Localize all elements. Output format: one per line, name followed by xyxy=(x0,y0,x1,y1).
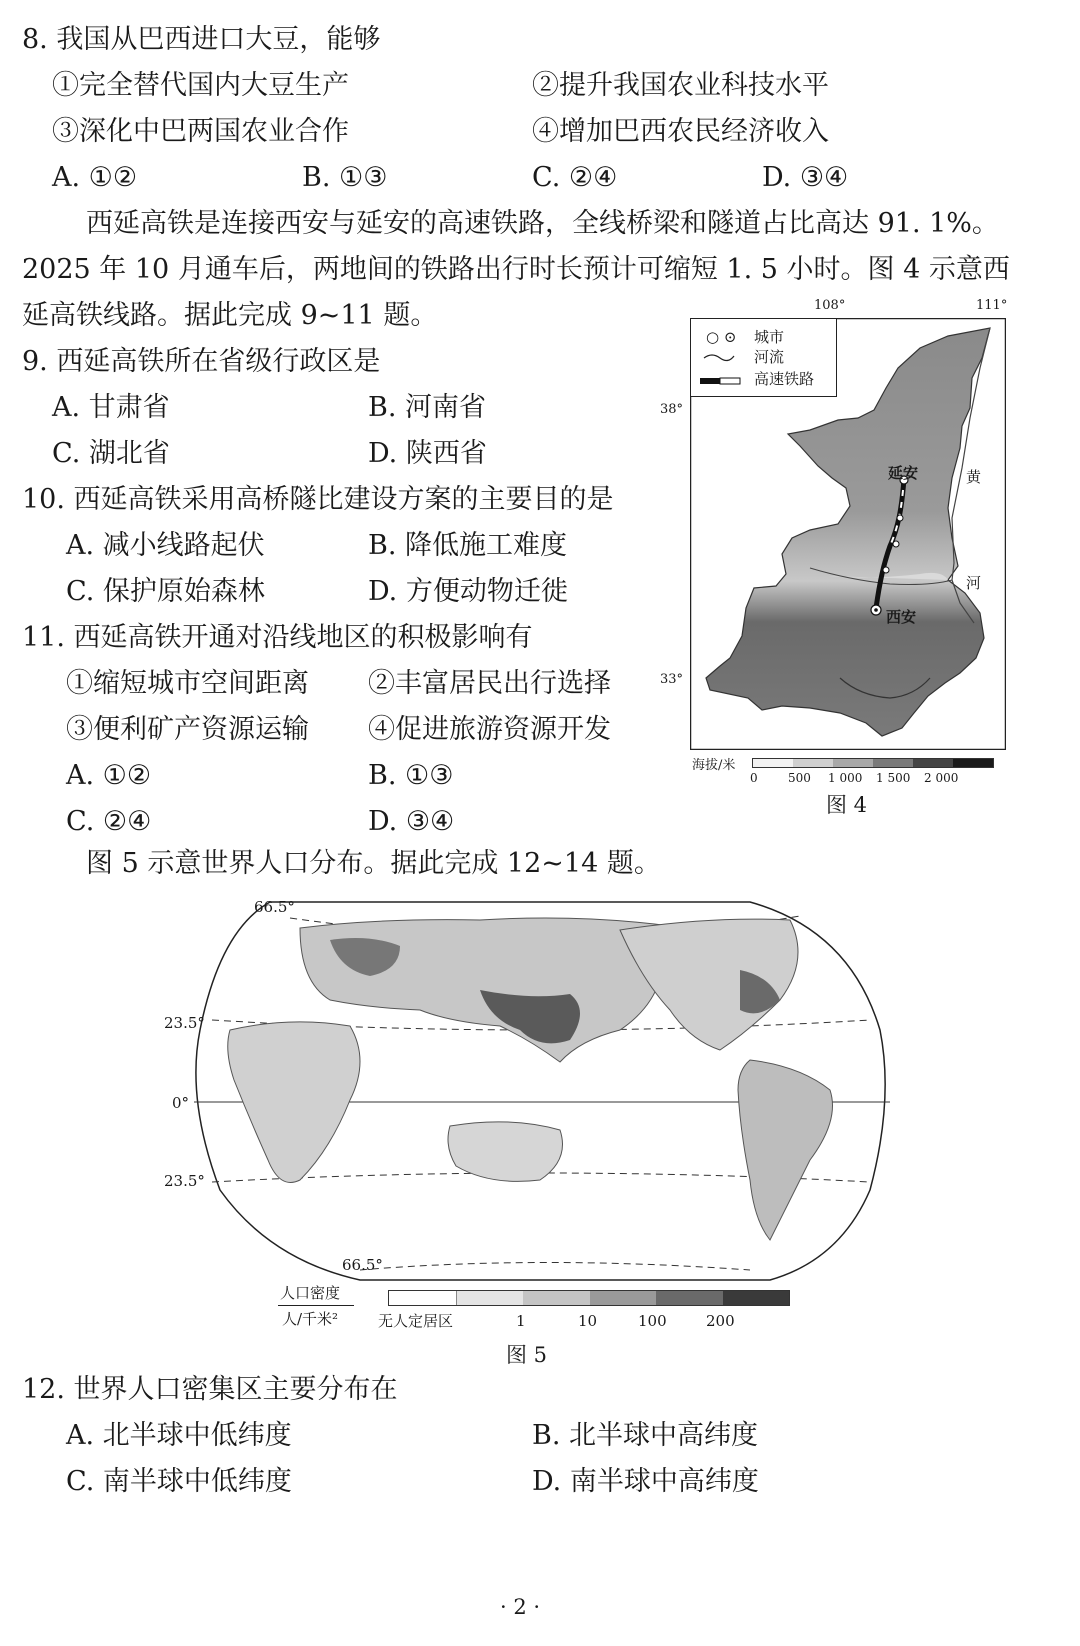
city-marker xyxy=(893,541,899,547)
city-marker xyxy=(883,567,889,573)
q11-choice-b[interactable]: B. ①③ xyxy=(368,760,454,791)
q11-choice-a[interactable]: A. ①② xyxy=(66,760,152,791)
q8-choice-b[interactable]: B. ①③ xyxy=(302,162,388,193)
q9-stem: 9. 西延高铁所在省级行政区是 xyxy=(22,346,381,377)
density-legend-title: 人口密度 xyxy=(280,1284,341,1302)
q12-choice-c[interactable]: C. 南半球中低纬度 xyxy=(66,1466,292,1497)
density-legend-divider xyxy=(278,1305,354,1306)
label-he: 河 xyxy=(966,574,982,592)
city-xian-dot xyxy=(874,608,878,612)
fig5-lat-23n: 23.5° xyxy=(164,1014,205,1032)
q11-choice-c[interactable]: C. ②④ xyxy=(66,806,152,837)
legend-railway-symbol-light xyxy=(720,378,740,384)
legend-railway-label: 高速铁路 xyxy=(754,370,815,388)
q12-choice-b[interactable]: B. 北半球中高纬度 xyxy=(532,1420,759,1451)
fig5-lat-66s: 66.5° xyxy=(342,1256,383,1274)
density-tick-none: 无人定居区 xyxy=(378,1312,454,1330)
q11-item-1: ①缩短城市空间距离 xyxy=(66,668,309,699)
q8-item-4: ④增加巴西农民经济收入 xyxy=(532,116,829,147)
q12-choice-a[interactable]: A. 北半球中低纬度 xyxy=(66,1420,292,1451)
q11-item-2: ②丰富居民出行选择 xyxy=(368,668,611,699)
fig4-caption: 图 4 xyxy=(826,793,868,817)
legend-river-label: 河流 xyxy=(754,348,785,366)
q10-choice-b[interactable]: B. 降低施工难度 xyxy=(368,530,568,561)
q9-choice-d[interactable]: D. 陕西省 xyxy=(368,438,487,469)
passage2: 图 5 示意世界人口分布。据此完成 12~14 题。 xyxy=(86,848,661,879)
label-yanan: 延安 xyxy=(888,464,919,482)
fig4-lat-38: 38° xyxy=(660,402,684,417)
fig4-lat-33: 33° xyxy=(660,672,684,687)
density-legend-unit: 人/千米² xyxy=(282,1310,339,1328)
fig5-map xyxy=(150,890,930,1290)
elev-tick-500: 500 xyxy=(788,771,811,785)
q10-stem: 10. 西延高铁采用高桥隧比建设方案的主要目的是 xyxy=(22,484,614,515)
legend-city-symbol: ○ ⊙ xyxy=(706,328,737,346)
elev-scale-bar xyxy=(752,758,994,768)
q11-item-4: ④促进旅游资源开发 xyxy=(368,714,611,745)
q9-choice-a[interactable]: A. 甘肃省 xyxy=(52,392,170,423)
elev-tick-1500: 1 500 xyxy=(876,771,911,785)
q10-choice-a[interactable]: A. 减小线路起伏 xyxy=(66,530,265,561)
figure-4 xyxy=(660,298,1050,840)
label-huang: 黄 xyxy=(966,468,982,486)
q8-stem: 8. 我国从巴西进口大豆，能够 xyxy=(22,24,381,55)
q11-stem: 11. 西延高铁开通对沿线地区的积极影响有 xyxy=(22,622,533,653)
page-number: · 2 · xyxy=(500,1595,541,1619)
q10-choice-d[interactable]: D. 方便动物迁徙 xyxy=(368,576,568,607)
passage1-line3: 延高铁线路。据此完成 9~11 题。 xyxy=(22,300,438,331)
q11-item-3: ③便利矿产资源运输 xyxy=(66,714,309,745)
q12-choice-d[interactable]: D. 南半球中高纬度 xyxy=(532,1466,759,1497)
figure-5 xyxy=(150,890,930,1370)
q8-choice-c[interactable]: C. ②④ xyxy=(532,162,618,193)
q12-stem: 12. 世界人口密集区主要分布在 xyxy=(22,1374,398,1405)
density-scale-bar xyxy=(388,1290,790,1306)
fig4-map xyxy=(690,318,1006,750)
q8-item-2: ②提升我国农业科技水平 xyxy=(532,70,829,101)
fig5-lat-66n: 66.5° xyxy=(254,898,295,916)
fig4-lon-111: 111° xyxy=(976,298,1008,313)
fig5-caption: 图 5 xyxy=(506,1343,548,1367)
fig4-lon-108: 108° xyxy=(814,298,846,313)
density-tick-200: 200 xyxy=(706,1312,735,1330)
q8-choice-a[interactable]: A. ①② xyxy=(52,162,138,193)
legend-city-label: 城市 xyxy=(754,328,785,346)
density-tick-10: 10 xyxy=(578,1312,598,1330)
elev-title: 海拔/米 xyxy=(692,758,736,773)
q8-item-3: ③深化中巴两国农业合作 xyxy=(52,116,349,147)
density-tick-1: 1 xyxy=(516,1312,526,1330)
elev-tick-0: 0 xyxy=(750,771,758,785)
legend-railway-symbol-dark xyxy=(700,378,720,384)
fig5-lat-23s: 23.5° xyxy=(164,1172,205,1190)
fig5-lat-0: 0° xyxy=(172,1094,190,1112)
q11-choice-d[interactable]: D. ③④ xyxy=(368,806,455,837)
elev-tick-1000: 1 000 xyxy=(828,771,863,785)
passage1-line1: 西延高铁是连接西安与延安的高速铁路，全线桥梁和隧道占比高达 91. 1%。 xyxy=(86,208,999,239)
q10-choice-c[interactable]: C. 保护原始森林 xyxy=(66,576,265,607)
q9-choice-c[interactable]: C. 湖北省 xyxy=(52,438,170,469)
q8-item-1: ①完全替代国内大豆生产 xyxy=(52,70,349,101)
q8-choice-d[interactable]: D. ③④ xyxy=(762,162,849,193)
city-marker xyxy=(897,515,903,521)
elev-tick-2000: 2 000 xyxy=(924,771,959,785)
q9-choice-b[interactable]: B. 河南省 xyxy=(368,392,487,423)
label-xian: 西安 xyxy=(886,608,917,626)
density-tick-100: 100 xyxy=(638,1312,667,1330)
passage1-line2: 2025 年 10 月通车后，两地间的铁路出行时长预计可缩短 1. 5 小时。图 4 示意西 xyxy=(22,254,1010,285)
